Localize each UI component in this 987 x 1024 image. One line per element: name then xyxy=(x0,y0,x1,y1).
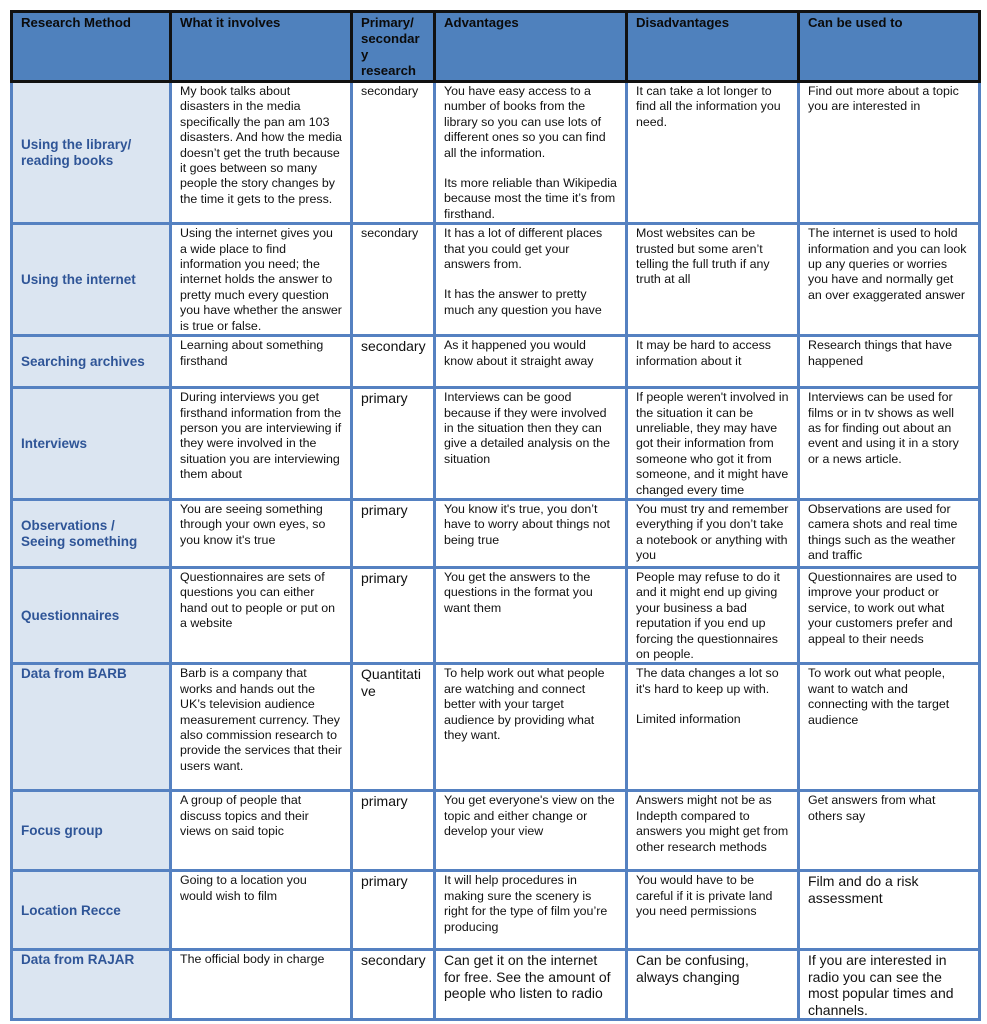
disadvantages-paragraph: You must try and remember everything if you don’t take a notebook or anything with you xyxy=(636,501,789,563)
table-row xyxy=(12,336,980,388)
uses-cell: Find out more about a topic you are interested in xyxy=(799,82,980,224)
disadvantages-paragraph: You would have to be careful if it is private land you need permissions xyxy=(636,873,773,919)
advantages-cell xyxy=(435,82,627,224)
advantages-cell xyxy=(435,224,627,336)
type-cell: secondary xyxy=(352,336,435,388)
disadvantages-paragraph: It may be hard to access information about it xyxy=(636,338,771,368)
disadvantages-paragraph: If people weren't involved in the situation it can be unreliable, they may have got their information from someone who got it from someone, and it might have changed every time xyxy=(636,390,789,497)
disadvantages-paragraph: Can be confusing, always changing xyxy=(636,952,749,985)
advantages-cell xyxy=(435,664,627,791)
method-cell: Data from BARB xyxy=(12,664,171,791)
involves-cell: During interviews you get firsthand information from the person you are interviewing if they were involved in the situation you are interviewing them about xyxy=(171,388,352,500)
advantages-cell xyxy=(435,336,627,388)
table-row xyxy=(12,388,980,500)
involves-cell: The official body in charge xyxy=(171,950,352,1020)
advantages-paragraph: Interviews can be good because if they were involved in the situation then they can give a detailed analysis on the situation xyxy=(444,390,611,466)
advantages-cell xyxy=(435,499,627,567)
disadvantages-cell xyxy=(627,871,799,950)
research-methods-table xyxy=(10,10,981,1021)
disadvantages-paragraph: People may refuse to do it and it might end up giving your business a bad reputation if you end up forcing the questionnaires on people. xyxy=(636,569,780,661)
method-cell: Using the library/ reading books xyxy=(12,82,171,224)
involves-cell: My book talks about disasters in the media specifically the pan am 103 disasters. And how the media doesn’t get the truth because it goes between so many people the story changes by the time it gets to the press. xyxy=(171,82,352,224)
involves-cell: A group of people that discuss topics and their views on said topic xyxy=(171,791,352,871)
disadvantages-paragraph: It can take a lot longer to find all the information you need. xyxy=(636,84,781,129)
table-row xyxy=(12,499,980,567)
header-disadvantages: Disadvantages xyxy=(627,12,799,82)
advantages-cell xyxy=(435,567,627,663)
advantages-paragraph: You have easy access to a number of books from the library so you can use lots of different ones so you can find all the information. xyxy=(444,84,606,160)
advantages-paragraph: As it happened you would know about it straight away xyxy=(444,338,594,368)
disadvantages-cell xyxy=(627,388,799,500)
disadvantages-paragraph: Limited information xyxy=(636,712,741,727)
advantages-cell xyxy=(435,791,627,871)
uses-cell: Interviews can be used for films or in tv shows as well as for finding out about an event and using it in a story or a news article. xyxy=(799,388,980,500)
header-what-it-involves: What it involves xyxy=(171,12,352,82)
table-row xyxy=(12,871,980,950)
involves-cell: Barb is a company that works and hands out the UK’s television audience measurement currency. They also commission research to provide the services that their users want. xyxy=(171,664,352,791)
table-row xyxy=(12,567,980,663)
table-row xyxy=(12,664,980,791)
uses-cell: If you are interested in radio you can see the most popular times and channels. xyxy=(799,950,980,1020)
involves-cell: Using the internet gives you a wide place to find information you need; the internet holds the answer to pretty much every question you have whether the answer is true or false. xyxy=(171,224,352,336)
paragraph-gap xyxy=(636,697,789,712)
method-cell: Using the internet xyxy=(12,224,171,336)
advantages-cell xyxy=(435,388,627,500)
header-row xyxy=(12,12,980,82)
type-cell: primary xyxy=(352,791,435,871)
disadvantages-cell xyxy=(627,791,799,871)
disadvantages-paragraph: Most websites can be trusted but some aren’t telling the full truth if any truth at all xyxy=(636,226,770,287)
type-cell: secondary xyxy=(352,950,435,1020)
advantages-paragraph: Can get it on the internet for free. See the amount of people who listen to radio xyxy=(444,952,611,1002)
type-cell: Quantitati ve xyxy=(352,664,435,791)
advantages-paragraph: Its more reliable than Wikipedia because most the time it’s from firsthand. xyxy=(444,176,617,221)
disadvantages-cell xyxy=(627,499,799,567)
paragraph-gap xyxy=(444,161,617,176)
uses-cell: Film and do a risk assessment xyxy=(799,871,980,950)
disadvantages-cell xyxy=(627,950,799,1020)
disadvantages-paragraph: Answers might not be as Indepth compared to answers you might get from other research methods xyxy=(636,793,789,854)
method-cell: Data from RAJAR xyxy=(12,950,171,1020)
method-cell: Questionnaires xyxy=(12,567,171,663)
uses-cell: Questionnaires are used to improve your product or service, to work out what your customers prefer and appeal to their needs xyxy=(799,567,980,663)
advantages-paragraph: To help work out what people are watching and connect better with your target audience by providing what they want. xyxy=(444,666,605,742)
advantages-paragraph: It will help procedures in making sure the scenery is right for the type of film you’re producing xyxy=(444,873,608,934)
advantages-paragraph: You get the answers to the questions in the format you want them xyxy=(444,569,593,615)
advantages-paragraph: It has the answer to pretty much any question you have xyxy=(444,287,602,317)
type-cell: primary xyxy=(352,499,435,567)
type-cell: primary xyxy=(352,567,435,663)
table-row xyxy=(12,791,980,871)
type-cell: secondary xyxy=(352,82,435,224)
involves-cell: Questionnaires are sets of questions you can either hand out to people or put on a website xyxy=(171,567,352,663)
disadvantages-paragraph: The data changes a lot so it's hard to keep up with. xyxy=(636,666,779,696)
uses-cell: Research things that have happened xyxy=(799,336,980,388)
header-research-method: Research Method xyxy=(12,12,171,82)
method-cell: Searching archives xyxy=(12,336,171,388)
table-row xyxy=(12,224,980,336)
header-advantages: Advantages xyxy=(435,12,627,82)
method-cell: Observations / Seeing something xyxy=(12,499,171,567)
method-cell: Location Recce xyxy=(12,871,171,950)
disadvantages-cell xyxy=(627,224,799,336)
method-cell: Focus group xyxy=(12,791,171,871)
paragraph-gap xyxy=(444,272,617,287)
disadvantages-cell xyxy=(627,664,799,791)
uses-cell: Observations are used for camera shots and real time things such as the weather and traffic xyxy=(799,499,980,567)
method-cell: Interviews xyxy=(12,388,171,500)
advantages-paragraph: You get everyone's view on the topic and either change or develop your view xyxy=(444,793,615,839)
table-row xyxy=(12,950,980,1020)
type-cell: primary xyxy=(352,388,435,500)
involves-cell: Learning about something firsthand xyxy=(171,336,352,388)
uses-cell: Get answers from what others say xyxy=(799,791,980,871)
advantages-cell xyxy=(435,871,627,950)
advantages-paragraph: It has a lot of different places that you could get your answers from. xyxy=(444,226,603,272)
disadvantages-cell xyxy=(627,567,799,663)
type-cell: secondary xyxy=(352,224,435,336)
disadvantages-cell xyxy=(627,82,799,224)
advantages-cell xyxy=(435,950,627,1020)
type-cell: primary xyxy=(352,871,435,950)
header-can-be-used-to: Can be used to xyxy=(799,12,980,82)
involves-cell: Going to a location you would wish to film xyxy=(171,871,352,950)
uses-cell: The internet is used to hold information and you can look up any queries or worries you have and normally get an over exaggerated answer xyxy=(799,224,980,336)
disadvantages-cell xyxy=(627,336,799,388)
involves-cell: You are seeing something through your own eyes, so you know it's true xyxy=(171,499,352,567)
header-primary-secondary: Primary/ secondar y research xyxy=(352,12,435,82)
advantages-paragraph: You know it's true, you don’t have to worry about things not being true xyxy=(444,501,610,547)
uses-cell: To work out what people, want to watch and connecting with the target audience xyxy=(799,664,980,791)
table-row xyxy=(12,82,980,224)
